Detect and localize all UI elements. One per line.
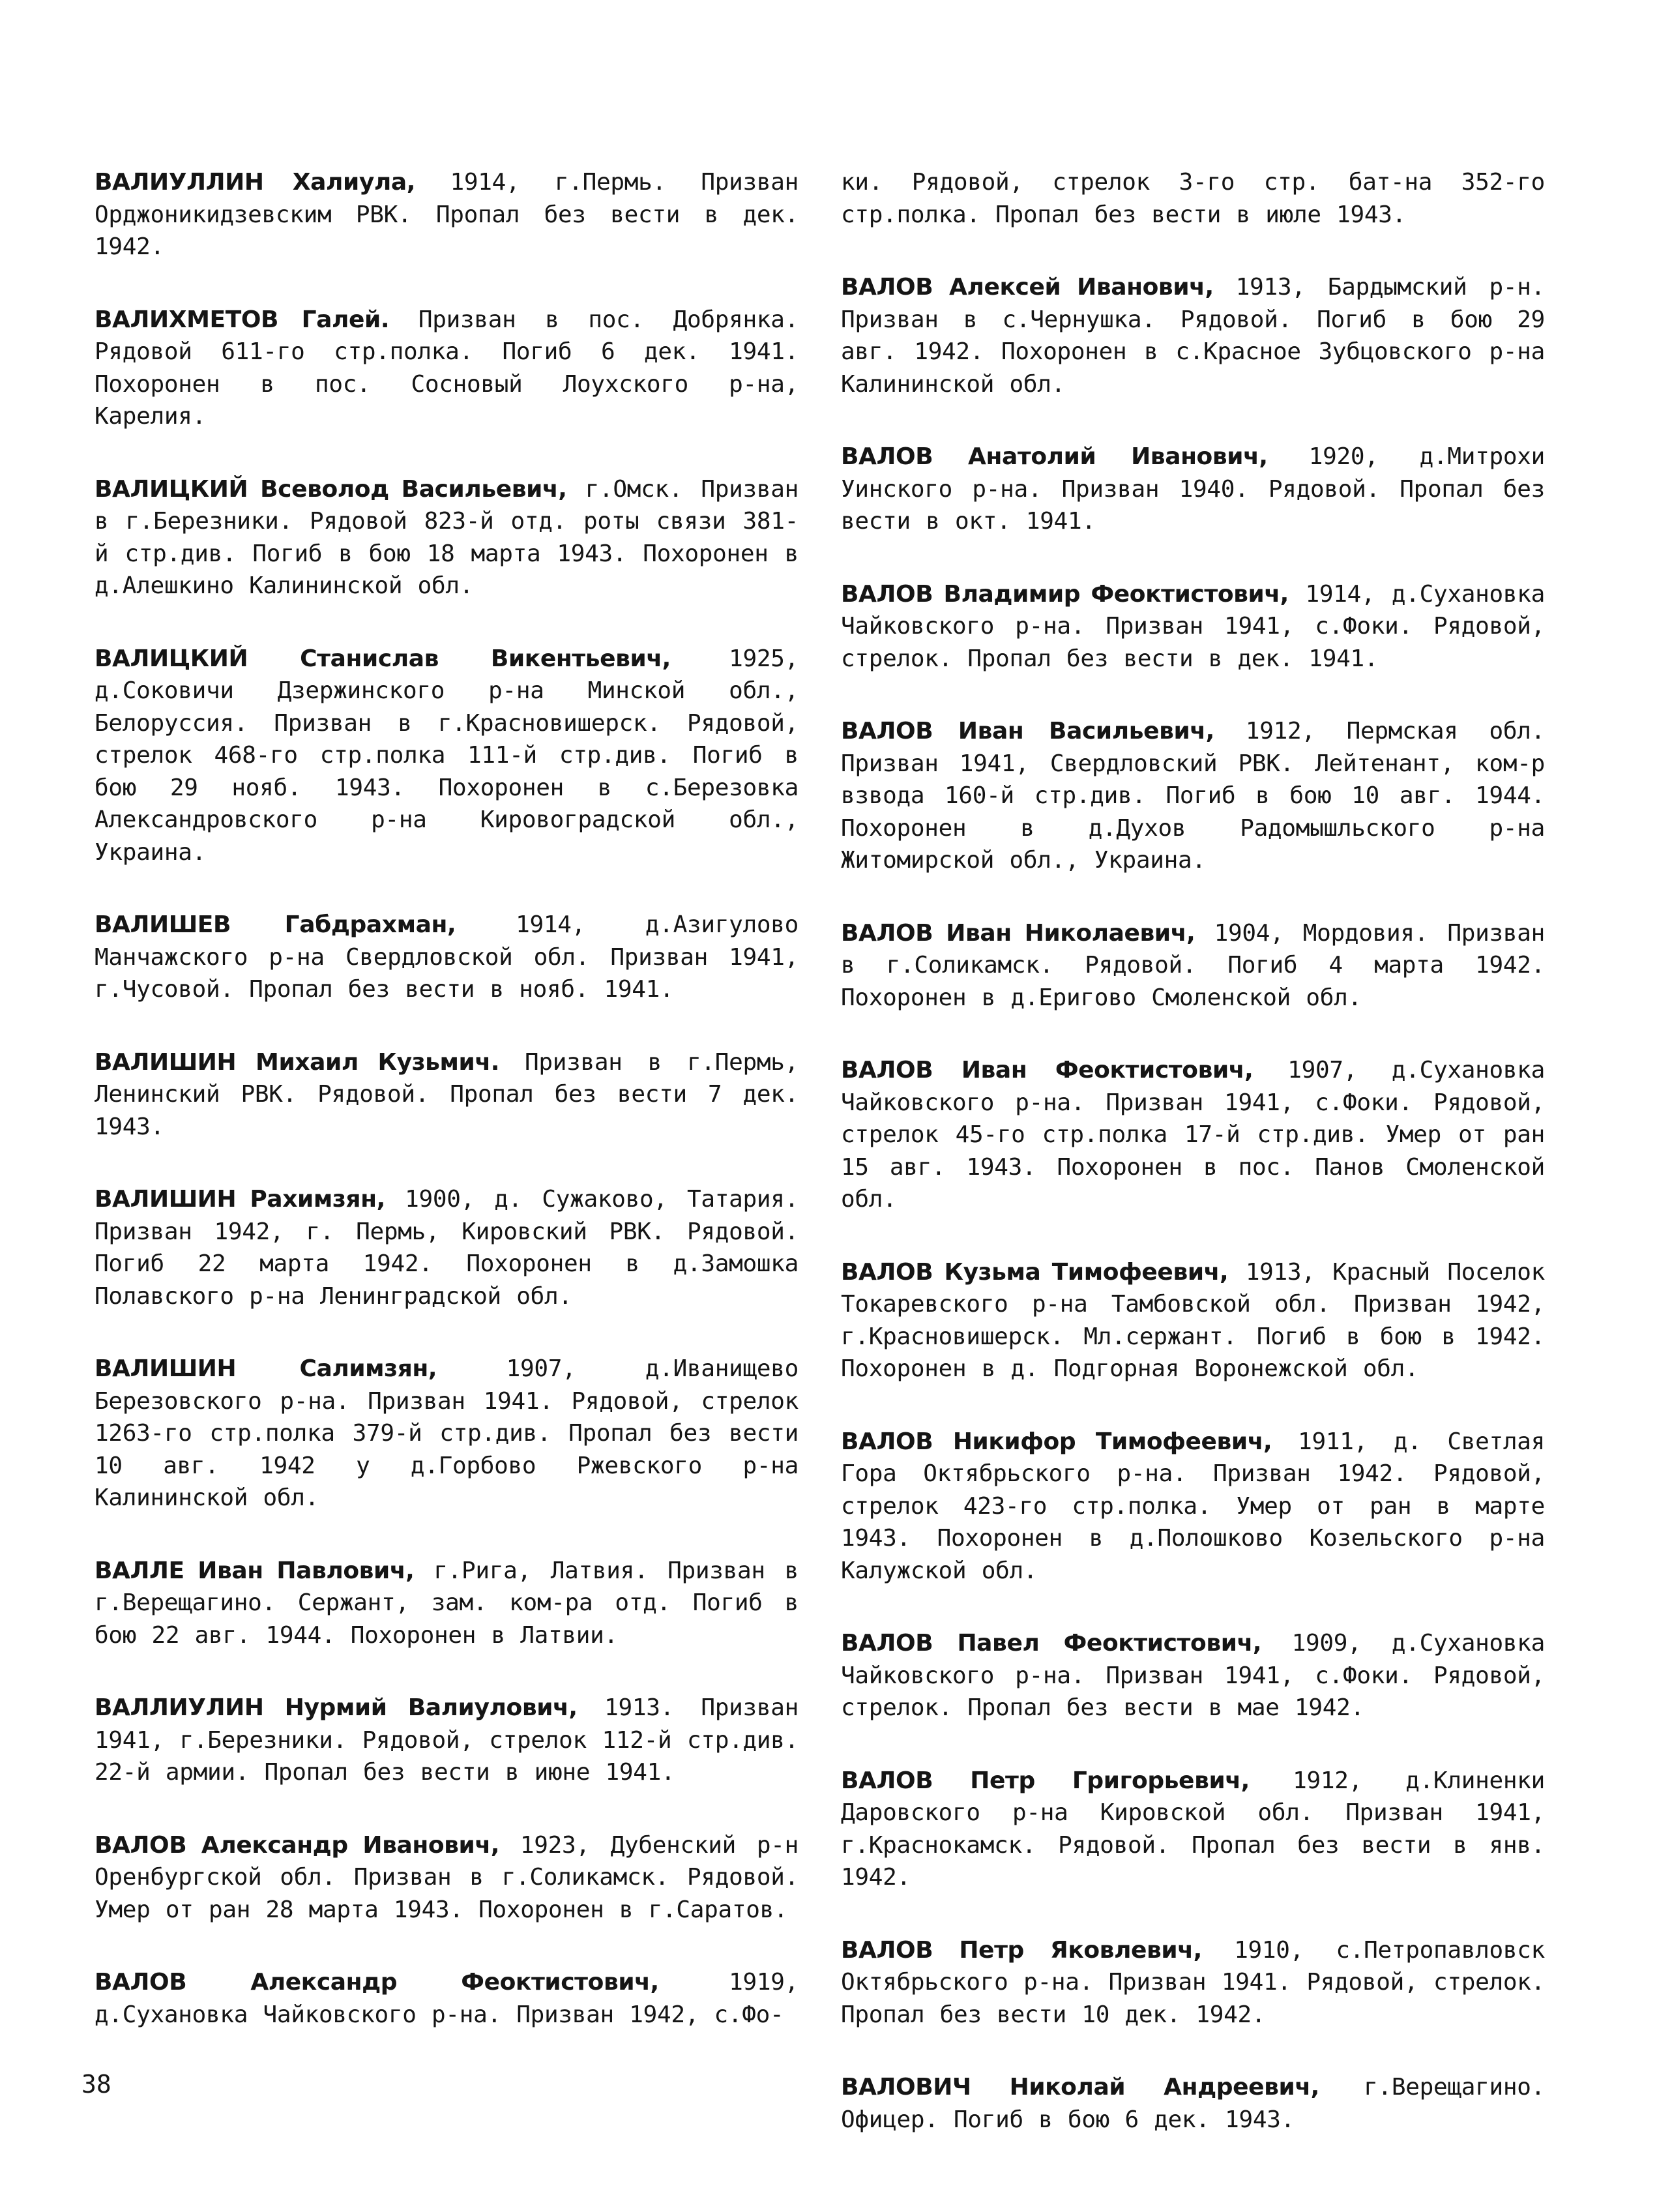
entry-text: 1913, Бардымский р-н. Призван в с.Чернушка. Рядовой. Погиб в бою 29 авг. 1942. Похоронен в с.Красное Зубцовского р-на Калининской обл. bbox=[841, 274, 1546, 398]
entry-text: г.Верещагино. Офицер. Погиб в бою 6 дек. 1943. bbox=[841, 2074, 1546, 2133]
entry bbox=[95, 909, 799, 1006]
entry-text: 1900, д. Сужаково, Татария. Призван 1942, г. Пермь, Кировский РВК. Рядовой. Погиб 22 марта 1942. Похоронен в д.Замошка Полавского р-на Ленинградской обл. bbox=[95, 1186, 799, 1310]
entry-text: 1907, д.Иванищево Березовского р-на. Призван 1941. Рядовой, стрелок 1263-го стр.полка 379-й стр.див. Пропал без вести 10 авг. 1942 у д.Горбово Ржевского р-на Калининской обл. bbox=[95, 1355, 799, 1511]
entry-name: ВАЛОВ Павел Феоктистович, bbox=[841, 1630, 1262, 1657]
entry-name: ВАЛОВ Иван Николаевич, bbox=[841, 919, 1195, 947]
entry-name: ВАЛИШИН Салимзян, bbox=[95, 1355, 437, 1382]
entry-name: ВАЛИУЛЛИН Халиула, bbox=[95, 169, 416, 196]
entry-text: ки. Рядовой, стрелок 3-го стр. бат-на 352-го стр.полка. Пропал без вести в июле 1943. bbox=[841, 169, 1545, 228]
entry bbox=[95, 304, 799, 433]
entry-name: ВАЛОВ Александр Феоктистович, bbox=[95, 1969, 659, 1996]
entry bbox=[841, 1765, 1545, 1894]
entry-text: Призван в пос. Добрянка. Рядовой 611-го стр.полка. Погиб 6 дек. 1941. Похоронен в пос. Сосновый Лоухского р-на, Карелия. bbox=[95, 306, 799, 430]
page-number: 38 bbox=[81, 2070, 111, 2099]
left-column bbox=[95, 166, 799, 2071]
entry-text: 1911, д. Светлая Гора Октябрьского р-на. Призван 1942. Рядовой, стрелок 423-го стр.полка. Умер от ран в марте 1943. Похоронен в д.Полошково Козельского р-на Калужской обл. bbox=[841, 1428, 1546, 1584]
entry bbox=[95, 1829, 799, 1926]
entry bbox=[95, 1966, 799, 2031]
entry bbox=[95, 1046, 799, 1143]
entry-text: 1913, Красный Поселок Токаревского р-на Тамбовской обл. Призван 1942, г.Красновишерск. Мл.сержант. Погиб в бою в 1942. Похоронен в д. Подгорная Воронежской обл. bbox=[841, 1258, 1546, 1382]
entry-name: ВАЛЛИУЛИН Нурмий Валиулович, bbox=[95, 1694, 578, 1721]
entry bbox=[841, 1934, 1545, 2031]
entry-name: ВАЛИШИН Михаил Кузьмич. bbox=[95, 1048, 499, 1076]
entry bbox=[841, 441, 1545, 538]
entry-name: ВАЛИХМЕТОВ Галей. bbox=[95, 306, 390, 333]
entry-text: 1910, с.Петропавловск Октябрьского р-на. Призван 1941. Рядовой, стрелок. Пропал без вести 10 дек. 1942. bbox=[841, 1936, 1545, 2028]
entry-continuation bbox=[841, 166, 1545, 231]
entry-name: ВАЛИЦКИЙ Станислав Викентьевич, bbox=[95, 645, 671, 672]
entry-name: ВАЛИЦКИЙ Всеволод Васильевич, bbox=[95, 475, 567, 503]
entry-name: ВАЛОВ Александр Иванович, bbox=[95, 1831, 499, 1859]
entry-text: 1912, д.Клиненки Даровского р-на Кировской обл. Призван 1941, г.Краснокамск. Рядовой. Пропал без вести в янв. 1942. bbox=[841, 1767, 1546, 1891]
entry-name: ВАЛОВ Петр Григорьевич, bbox=[841, 1767, 1250, 1794]
entry-text: 1920, д.Митрохи Уинского р-на. Призван 1940. Рядовой. Пропал без вести в окт. 1941. bbox=[841, 443, 1546, 535]
entry-name: ВАЛОВ Никифор Тимофеевич, bbox=[841, 1428, 1272, 1455]
entry-text: 1914, д.Сухановка Чайковского р-на. Призван 1941, с.Фоки. Рядовой, стрелок. Пропал без вести в дек. 1941. bbox=[841, 580, 1545, 672]
entry-text: 1912, Пермская обл. Призван 1941, Свердловский РВК. Лейтенант, ком-р взвода 160-й стр.див. Погиб в бою 10 авг. 1944. Похоронен в д.Духов Радомышльского р-на Житомирской обл., Украина. bbox=[841, 718, 1546, 874]
entry bbox=[841, 578, 1545, 675]
entry-text: 1913. Призван 1941, г.Березники. Рядовой, стрелок 112-й стр.див. 22-й армии. Пропал без вести в июне 1941. bbox=[95, 1694, 799, 1786]
entry-text: 1907, д.Сухановка Чайковского р-на. Призван 1941, с.Фоки. Рядовой, стрелок 45-го стр.полка 17-й стр.див. Умер от ран 15 авг. 1943. Похоронен в пос. Панов Смоленской обл. bbox=[841, 1057, 1546, 1213]
entry-text: г.Рига, Латвия. Призван в г.Верещагино. Сержант, зам. ком-ра отд. Погиб в бою 22 авг. 1944. Похоронен в Латвии. bbox=[95, 1557, 799, 1649]
entry-text: 1923, Дубенский р-н Оренбургской обл. Призван в г.Соликамск. Рядовой. Умер от ран 28 марта 1943. Похоронен в г.Саратов. bbox=[95, 1831, 799, 1923]
right-column bbox=[841, 166, 1545, 2176]
entry-name: ВАЛЛЕ Иван Павлович, bbox=[95, 1557, 415, 1584]
entry bbox=[841, 917, 1545, 1014]
entry-text: 1909, д.Сухановка Чайковского р-на. Призван 1941, с.Фоки. Рядовой, стрелок. Пропал без вести в мае 1942. bbox=[841, 1630, 1545, 1721]
entry-name: ВАЛОВ Петр Яковлевич, bbox=[841, 1936, 1202, 1964]
entry bbox=[841, 271, 1545, 400]
entry-text: 1925, д.Соковичи Дзержинского р-на Минской обл., Белоруссия. Призван в г.Красновишерск. Рядовой, стрелок 468-го стр.полка 111-й стр.див. Погиб в бою 29 нояб. 1943. Похоронен в с.Березовка Александровского р-на Кировоградской обл., Украина. bbox=[95, 645, 799, 866]
entry bbox=[95, 1555, 799, 1652]
entry-name: ВАЛОВ Иван Феоктистович, bbox=[841, 1057, 1254, 1084]
entry bbox=[95, 1183, 799, 1312]
entry bbox=[841, 2071, 1545, 2136]
entry bbox=[95, 166, 799, 263]
entry-text: 1904, Мордовия. Призван в г.Соликамск. Рядовой. Погиб 4 марта 1942. Похоронен в д.Еригово Смоленской обл. bbox=[841, 919, 1545, 1011]
entry bbox=[95, 1353, 799, 1514]
entry-name: ВАЛОВИЧ Николай Андреевич, bbox=[841, 2074, 1319, 2101]
entry bbox=[841, 1627, 1545, 1724]
entry-name: ВАЛОВ Алексей Иванович, bbox=[841, 274, 1214, 301]
entry-name: ВАЛОВ Кузьма Тимофеевич, bbox=[841, 1258, 1229, 1286]
entry-name: ВАЛОВ Владимир Феоктистович, bbox=[841, 580, 1289, 608]
entry-name: ВАЛОВ Анатолий Иванович, bbox=[841, 443, 1268, 470]
entry bbox=[95, 1692, 799, 1789]
entry-name: ВАЛИШИН Рахимзян, bbox=[95, 1186, 385, 1213]
entry-text: г.Омск. Призван в г.Березники. Рядовой 823-й отд. роты связи 381-й стр.див. Погиб в бою 18 марта 1943. Похоронен в д.Алешкино Калининской обл. bbox=[95, 475, 799, 599]
entry-name: ВАЛИШЕВ Габдрахман, bbox=[95, 911, 456, 938]
entry-text: Призван в г.Пермь, Ленинский РВК. Рядовой. Пропал без вести 7 дек. 1943. bbox=[95, 1048, 799, 1140]
entry-text: 1914, г.Пермь. Призван Орджоникидзевским РВК. Пропал без вести в дек. 1942. bbox=[95, 169, 799, 260]
entry bbox=[841, 1256, 1545, 1385]
entry bbox=[95, 473, 799, 602]
entry-text: 1919, д.Сухановка Чайковского р-на. Призван 1942, с.Фо- bbox=[95, 1969, 799, 2028]
entry-name: ВАЛОВ Иван Васильевич, bbox=[841, 718, 1214, 745]
entry bbox=[841, 1054, 1545, 1216]
entry-text: 1914, д.Азигулово Манчажского р-на Свердловской обл. Призван 1941, г.Чусовой. Пропал без вести в нояб. 1941. bbox=[95, 911, 799, 1003]
entry bbox=[95, 643, 799, 869]
entry bbox=[841, 1426, 1545, 1587]
entry bbox=[841, 715, 1545, 877]
